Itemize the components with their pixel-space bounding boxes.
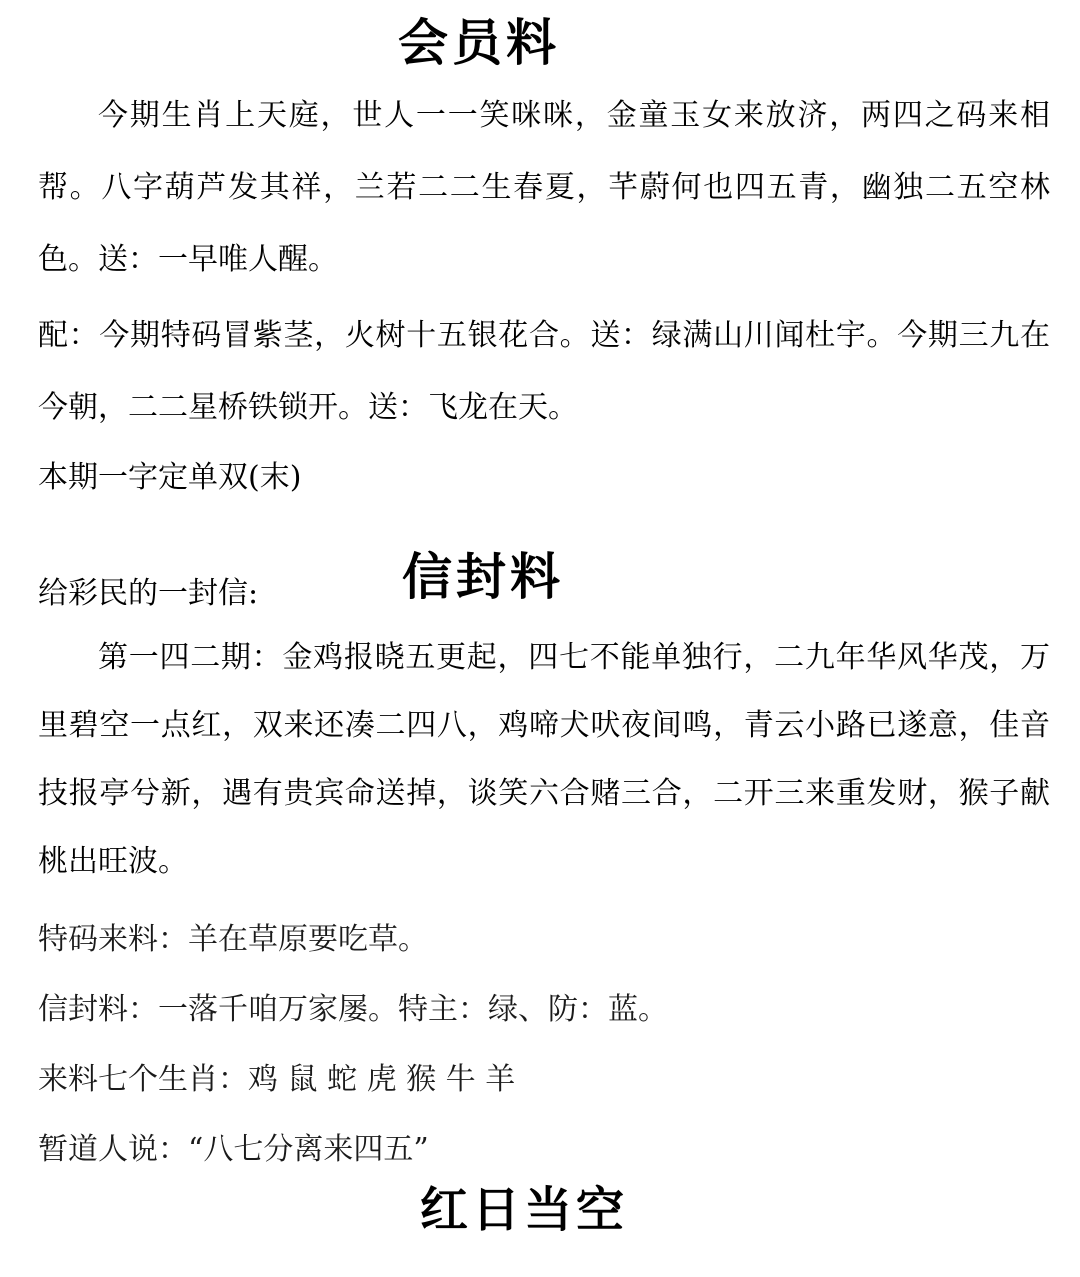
letter-body: 第一四二期：金鸡报晓五更起，四七不能单独行，二九年华风华茂，万里碧空一点红，双来还凑二四八，鸡啼犬吠夜间鸣，青云小路已遂意，佳音技报亭兮新，遇有贵宾命送掉，谈笑六合赌三合，二开三来重发财，猴子献桃出旺波。	[38, 640, 1050, 879]
taoist-saying-line: 暂道人说：“八七分离来四五”	[38, 1132, 429, 1167]
member-paragraph-2: 配：今期特码冒紫茎，火树十五银花合。送：绿满山川闻杜宇。今期三九在今朝，二二星桥铁锁开。送：飞龙在天。	[38, 318, 1050, 425]
member-paragraph-1: 今期生肖上天庭，世人一一笑咪咪，金童玉女来放济，两四之码来相帮。八字葫芦发其祥，兰若二二生春夏，芊蔚何也四五青，幽独二五空林色。送：一早唯人醒。	[38, 98, 1050, 277]
single-char-line: 本期一字定单双(末)	[38, 460, 302, 495]
envelope-material-line: 信封料：一落千咱万家屡。特主：绿、防：蓝。	[38, 992, 668, 1027]
letter-label: 给彩民的一封信:	[38, 576, 259, 611]
seven-zodiacs-line: 来料七个生肖：鸡 鼠 蛇 虎 猴 牛 羊	[38, 1062, 516, 1097]
footer-title: 红日当空	[420, 1182, 629, 1238]
envelope-title: 信封料	[402, 547, 564, 606]
member-title: 会员料	[398, 13, 560, 72]
special-code-line: 特码来料：羊在草原要吃草。	[38, 922, 428, 957]
